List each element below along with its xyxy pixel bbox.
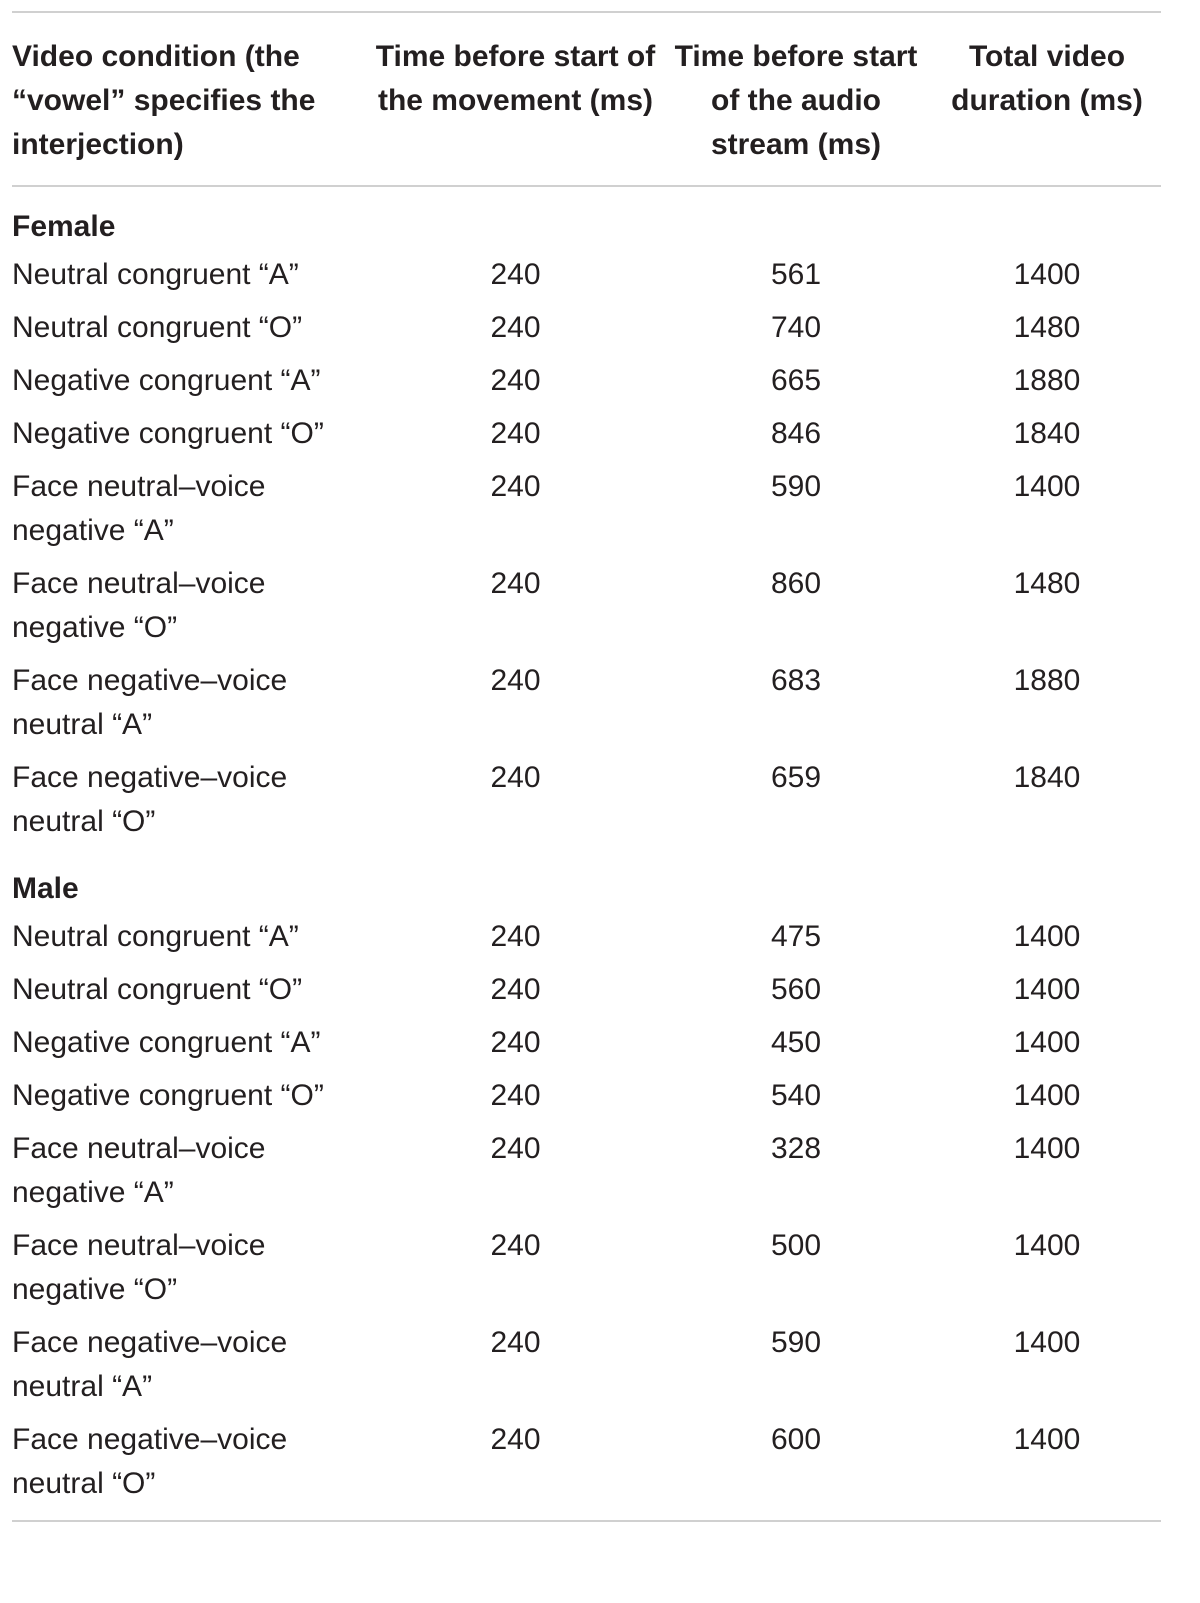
audio-time-cell: 846 [770, 417, 822, 450]
audio-time-cell: 560 [770, 973, 822, 1006]
condition-cell: Negative congruent “A” [12, 1026, 321, 1059]
header-row [12, 12, 1161, 186]
condition-cell: Face neutral–voice negative “O” [12, 567, 266, 644]
audio-time-cell: 600 [659, 1414, 933, 1521]
table-row [12, 355, 1161, 408]
table-row [12, 752, 1161, 849]
duration-cell: 1880 [1013, 364, 1081, 397]
condition-cell: Neutral congruent “O” [12, 973, 303, 1006]
audio-time-cell: 665 [770, 364, 822, 397]
movement-time-cell: 240 [490, 258, 541, 291]
movement-time-cell: 240 [490, 920, 541, 953]
table-row [12, 1317, 1161, 1414]
duration-cell: 1400 [1013, 258, 1081, 291]
table-row [12, 964, 1161, 1017]
audio-time-cell: 450 [770, 1026, 822, 1059]
table-row [12, 461, 1161, 558]
movement-time-cell: 240 [490, 417, 541, 450]
duration-cell: 1400 [1013, 1026, 1081, 1059]
table-row [12, 1123, 1161, 1220]
condition-cell: Face neutral–voice negative “O” [12, 1229, 266, 1306]
audio-time-cell: 860 [770, 567, 822, 600]
audio-time-cell: 475 [770, 920, 822, 953]
movement-time-cell: 240 [490, 1079, 541, 1112]
duration-cell: 1840 [1013, 417, 1081, 450]
duration-cell: 1880 [1013, 664, 1081, 697]
header-total-duration: Total video duration (ms) [933, 12, 1161, 186]
movement-time-cell: 240 [490, 1229, 541, 1262]
audio-time-cell: 590 [770, 470, 822, 503]
duration-cell: 1400 [933, 1414, 1161, 1521]
table-row [12, 1414, 1161, 1521]
group-header-row [12, 186, 1161, 249]
condition-cell: Neutral congruent “A” [12, 920, 299, 953]
condition-cell: Negative congruent “A” [12, 364, 321, 397]
condition-cell: Face negative–voice neutral “O” [12, 761, 288, 838]
table-row [12, 1017, 1161, 1070]
audio-time-cell: 500 [770, 1229, 822, 1262]
movement-time-cell: 240 [490, 1132, 541, 1165]
video-timing-table [12, 11, 1161, 1522]
movement-time-cell: 240 [490, 364, 541, 397]
table-row [12, 911, 1161, 964]
condition-cell: Face negative–voice neutral “A” [12, 664, 288, 741]
table-body [12, 186, 1161, 1521]
duration-cell: 1480 [1013, 311, 1081, 344]
header-time-before-movement: Time before start of the movement (ms) [372, 12, 659, 186]
condition-cell: Face neutral–voice negative “A” [12, 1132, 266, 1209]
header-time-before-audio: Time before start of the audio stream (ms) [659, 12, 933, 186]
table-row [12, 408, 1161, 461]
duration-cell: 1400 [1013, 1079, 1081, 1112]
movement-time-cell: 240 [490, 761, 541, 794]
table-row [12, 302, 1161, 355]
movement-time-cell: 240 [490, 1026, 541, 1059]
condition-cell: Neutral congruent “O” [12, 311, 303, 344]
duration-cell: 1400 [1013, 973, 1081, 1006]
duration-cell: 1400 [1013, 470, 1081, 503]
duration-cell: 1400 [1013, 920, 1081, 953]
audio-time-cell: 659 [770, 761, 822, 794]
table-row [12, 249, 1161, 302]
group-label: Male [12, 872, 79, 905]
duration-cell: 1400 [1013, 1326, 1081, 1359]
duration-cell: 1400 [1013, 1229, 1081, 1262]
movement-time-cell: 240 [490, 1326, 541, 1359]
audio-time-cell: 740 [770, 311, 822, 344]
condition-cell: Negative congruent “O” [12, 1079, 324, 1112]
audio-time-cell: 540 [770, 1079, 822, 1112]
audio-time-cell: 683 [770, 664, 822, 697]
audio-time-cell: 561 [770, 258, 822, 291]
condition-cell: Face neutral–voice negative “A” [12, 470, 266, 547]
table-row [12, 1220, 1161, 1317]
group-header-row [12, 849, 1161, 911]
condition-cell: Face negative–voice neutral “O” [12, 1414, 372, 1521]
condition-cell: Face negative–voice neutral “A” [12, 1326, 288, 1403]
movement-time-cell: 240 [372, 1414, 659, 1521]
table-row [12, 655, 1161, 752]
condition-cell: Negative congruent “O” [12, 417, 324, 450]
movement-time-cell: 240 [490, 311, 541, 344]
duration-cell: 1400 [1013, 1132, 1081, 1165]
audio-time-cell: 328 [770, 1132, 822, 1165]
duration-cell: 1840 [1013, 761, 1081, 794]
condition-cell: Neutral congruent “A” [12, 258, 299, 291]
movement-time-cell: 240 [490, 973, 541, 1006]
table-row [12, 558, 1161, 655]
group-label: Female [12, 210, 116, 243]
movement-time-cell: 240 [490, 567, 541, 600]
header-video-condition: Video condition (the “vowel” specifies the interjection) [12, 12, 372, 186]
duration-cell: 1480 [1013, 567, 1081, 600]
audio-time-cell: 590 [770, 1326, 822, 1359]
table-row [12, 1070, 1161, 1123]
movement-time-cell: 240 [490, 664, 541, 697]
movement-time-cell: 240 [490, 470, 541, 503]
